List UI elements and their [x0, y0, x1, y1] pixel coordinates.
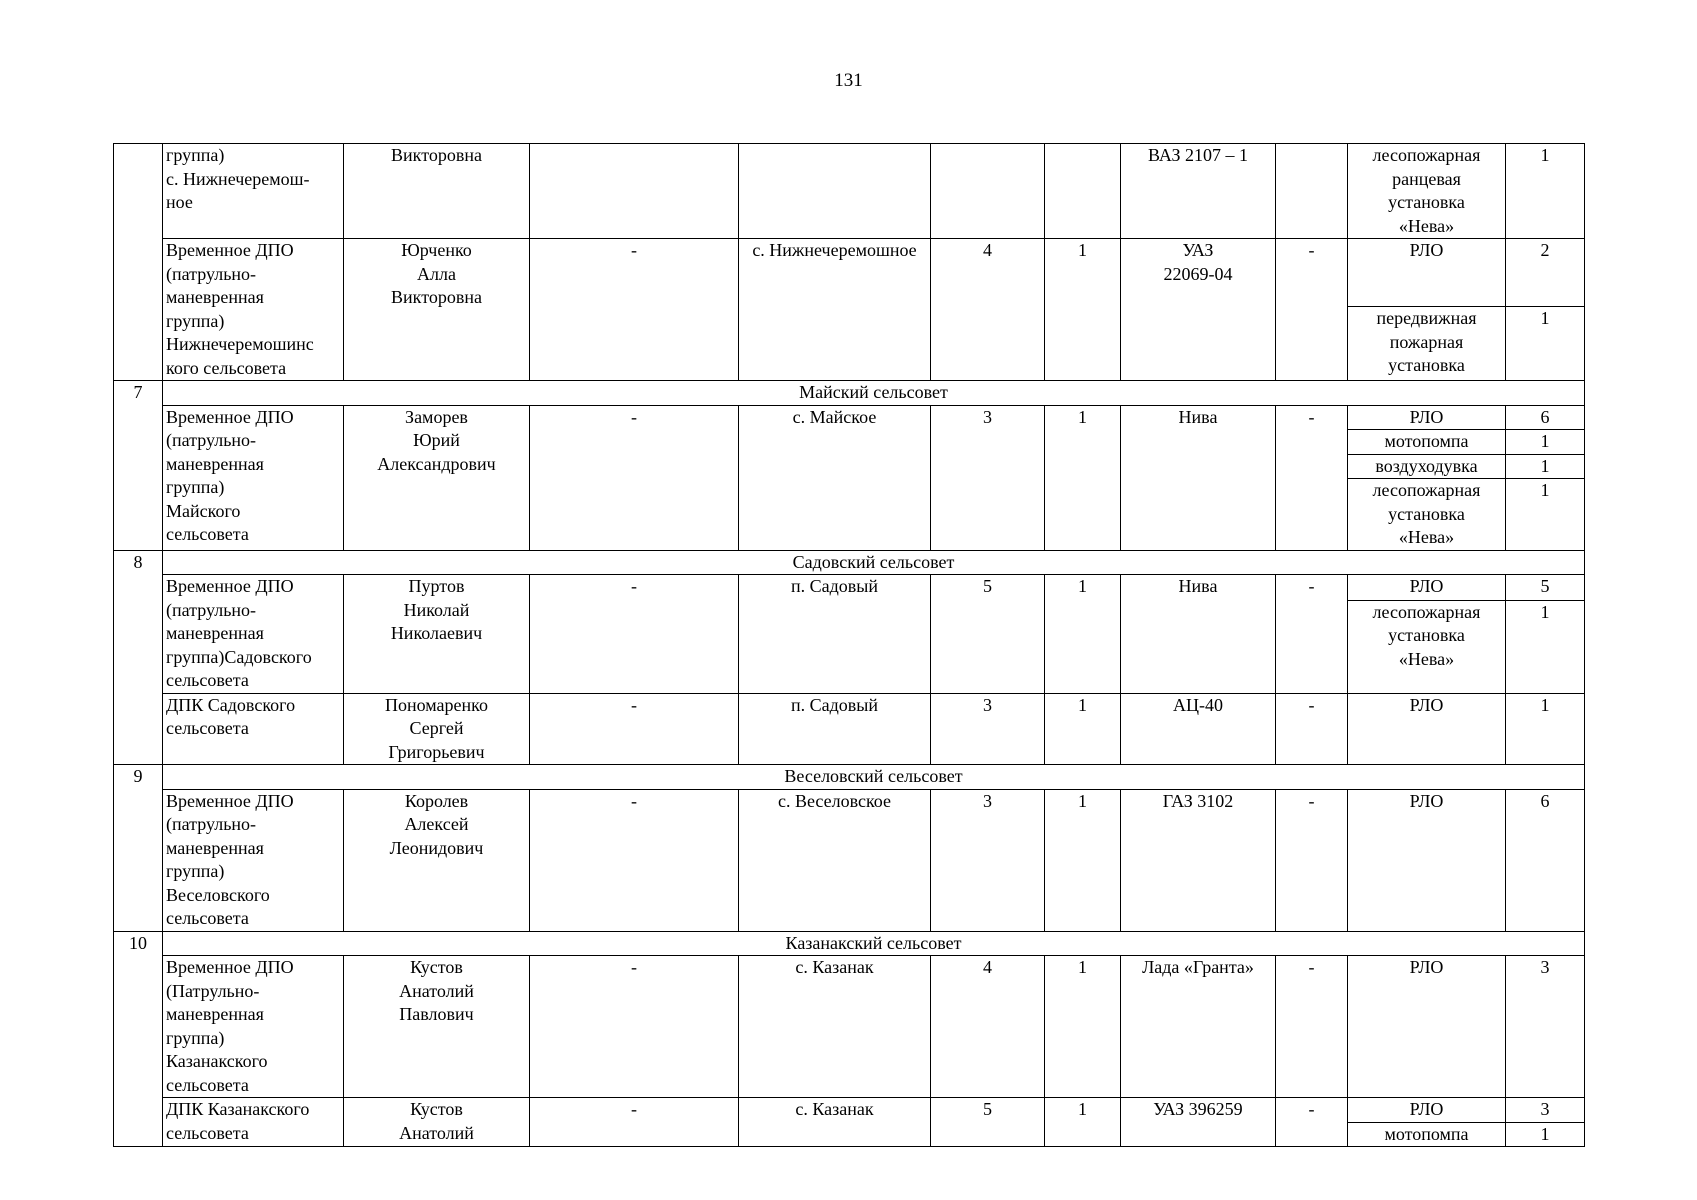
equipment-qty: 1 — [1506, 454, 1585, 479]
equipment-item: передвижная пожарная установка — [1348, 307, 1506, 381]
staff-count: 3 — [931, 693, 1045, 765]
equipment-item: мотопомпа — [1348, 430, 1506, 455]
head-name: Пуртов Николай Николаевич — [344, 575, 530, 694]
table-row — [114, 575, 1585, 601]
vehicle-cell: УАЗ 22069-04 — [1121, 239, 1276, 381]
extra-cell: - — [1276, 789, 1348, 931]
equipment-item: РЛО — [1348, 789, 1506, 931]
table-row — [114, 956, 1585, 1098]
staff-count: 3 — [931, 789, 1045, 931]
head-name: Кустов Анатолий Павлович — [344, 956, 530, 1098]
staff-count: 3 — [931, 405, 1045, 550]
equipment-qty: 5 — [1506, 575, 1585, 601]
head-name: Кустов Анатолий — [344, 1098, 530, 1147]
section-row — [114, 550, 1585, 575]
table-row — [114, 144, 1585, 239]
vehicle-cell: Лада «Гранта» — [1121, 956, 1276, 1098]
location-cell — [739, 144, 931, 239]
section-title: Садовский сельсовет — [163, 550, 1585, 575]
extra-cell: - — [1276, 693, 1348, 765]
vehicle-cell: ВАЗ 2107 – 1 — [1121, 144, 1276, 239]
unit-name: ДПК Садовского сельсовета — [163, 693, 344, 765]
vehicle-cell: УАЗ 396259 — [1121, 1098, 1276, 1147]
contact-cell: - — [530, 693, 739, 765]
vehicle-cell: Нива — [1121, 575, 1276, 694]
unit-name: группа) с. Нижнечеремош- ное — [163, 144, 344, 239]
equipment-item: мотопомпа — [1348, 1122, 1506, 1147]
contact-cell: - — [530, 1098, 739, 1147]
contact-cell: - — [530, 789, 739, 931]
unit-count: 1 — [1045, 239, 1121, 381]
vehicle-cell: АЦ-40 — [1121, 693, 1276, 765]
head-name: Пономаренко Сергей Григорьевич — [344, 693, 530, 765]
table-row — [114, 239, 1585, 307]
section-row — [114, 931, 1585, 956]
vehicle-cell: Нива — [1121, 405, 1276, 550]
head-name: Викторовна — [344, 144, 530, 239]
staff-count: 5 — [931, 575, 1045, 694]
equipment-item: лесопожарная ранцевая установка «Нева» — [1348, 144, 1506, 239]
unit-name: Временное ДПО (Патрульно- маневренная группа) Казанакского сельсовета — [163, 956, 344, 1098]
unit-name: Временное ДПО (патрульно- маневренная группа) Майского сельсовета — [163, 405, 344, 550]
extra-cell: - — [1276, 956, 1348, 1098]
row-number: 8 — [114, 550, 163, 765]
equipment-item: РЛО — [1348, 575, 1506, 601]
head-name: Королев Алексей Леонидович — [344, 789, 530, 931]
staff-count: 5 — [931, 1098, 1045, 1147]
extra-cell: - — [1276, 405, 1348, 550]
section-title: Веселовский сельсовет — [163, 765, 1585, 790]
row-number — [114, 144, 163, 381]
unit-count: 1 — [1045, 1098, 1121, 1147]
equipment-qty: 1 — [1506, 600, 1585, 693]
equipment-qty: 1 — [1506, 479, 1585, 551]
table-row — [114, 789, 1585, 931]
section-title: Майский сельсовет — [163, 381, 1585, 406]
head-name: Заморев Юрий Александрович — [344, 405, 530, 550]
unit-count — [1045, 144, 1121, 239]
equipment-qty: 1 — [1506, 144, 1585, 239]
location-cell: с. Казанак — [739, 1098, 931, 1147]
contact-cell: - — [530, 405, 739, 550]
table-row — [114, 1098, 1585, 1123]
unit-count: 1 — [1045, 693, 1121, 765]
contact-cell: - — [530, 575, 739, 694]
fire-brigade-table — [113, 143, 1585, 1147]
location-cell: п. Садовый — [739, 575, 931, 694]
unit-count: 1 — [1045, 789, 1121, 931]
vehicle-cell: ГАЗ 3102 — [1121, 789, 1276, 931]
unit-name: Временное ДПО (патрульно- маневренная группа) Веселовского сельсовета — [163, 789, 344, 931]
equipment-qty: 2 — [1506, 239, 1585, 307]
staff-count: 4 — [931, 239, 1045, 381]
extra-cell: - — [1276, 239, 1348, 381]
unit-name: Временное ДПО (патрульно- маневренная группа)Садовского сельсовета — [163, 575, 344, 694]
section-row — [114, 381, 1585, 406]
unit-count: 1 — [1045, 405, 1121, 550]
equipment-item: РЛО — [1348, 239, 1506, 307]
equipment-item: лесопожарная установка «Нева» — [1348, 600, 1506, 693]
equipment-qty: 6 — [1506, 405, 1585, 430]
equipment-qty: 3 — [1506, 1098, 1585, 1123]
extra-cell: - — [1276, 575, 1348, 694]
unit-name: ДПК Казанакского сельсовета — [163, 1098, 344, 1147]
equipment-qty: 1 — [1506, 307, 1585, 381]
table-row — [114, 405, 1585, 430]
head-name: Юрченко Алла Викторовна — [344, 239, 530, 381]
section-row — [114, 765, 1585, 790]
staff-count — [931, 144, 1045, 239]
equipment-qty: 1 — [1506, 1122, 1585, 1147]
equipment-item: лесопожарная установка «Нева» — [1348, 479, 1506, 551]
location-cell: с. Нижнечеремошное — [739, 239, 931, 381]
equipment-qty: 1 — [1506, 430, 1585, 455]
row-number: 10 — [114, 931, 163, 1147]
row-number: 7 — [114, 381, 163, 551]
equipment-item: воздуходувка — [1348, 454, 1506, 479]
equipment-item: РЛО — [1348, 693, 1506, 765]
section-title: Казанакский сельсовет — [163, 931, 1585, 956]
staff-count: 4 — [931, 956, 1045, 1098]
equipment-qty: 1 — [1506, 693, 1585, 765]
location-cell: с. Майское — [739, 405, 931, 550]
row-number: 9 — [114, 765, 163, 932]
contact-cell — [530, 144, 739, 239]
extra-cell: - — [1276, 1098, 1348, 1147]
unit-name: Временное ДПО (патрульно- маневренная группа) Нижнечеремошинс кого сельсовета — [163, 239, 344, 381]
equipment-item: РЛО — [1348, 956, 1506, 1098]
unit-count: 1 — [1045, 956, 1121, 1098]
contact-cell: - — [530, 956, 739, 1098]
equipment-qty: 3 — [1506, 956, 1585, 1098]
location-cell: с. Веселовское — [739, 789, 931, 931]
page-number: 131 — [834, 70, 863, 91]
contact-cell: - — [530, 239, 739, 381]
extra-cell — [1276, 144, 1348, 239]
table-row — [114, 693, 1585, 765]
equipment-item: РЛО — [1348, 1098, 1506, 1123]
location-cell: п. Садовый — [739, 693, 931, 765]
equipment-qty: 6 — [1506, 789, 1585, 931]
location-cell: с. Казанак — [739, 956, 931, 1098]
equipment-item: РЛО — [1348, 405, 1506, 430]
unit-count: 1 — [1045, 575, 1121, 694]
